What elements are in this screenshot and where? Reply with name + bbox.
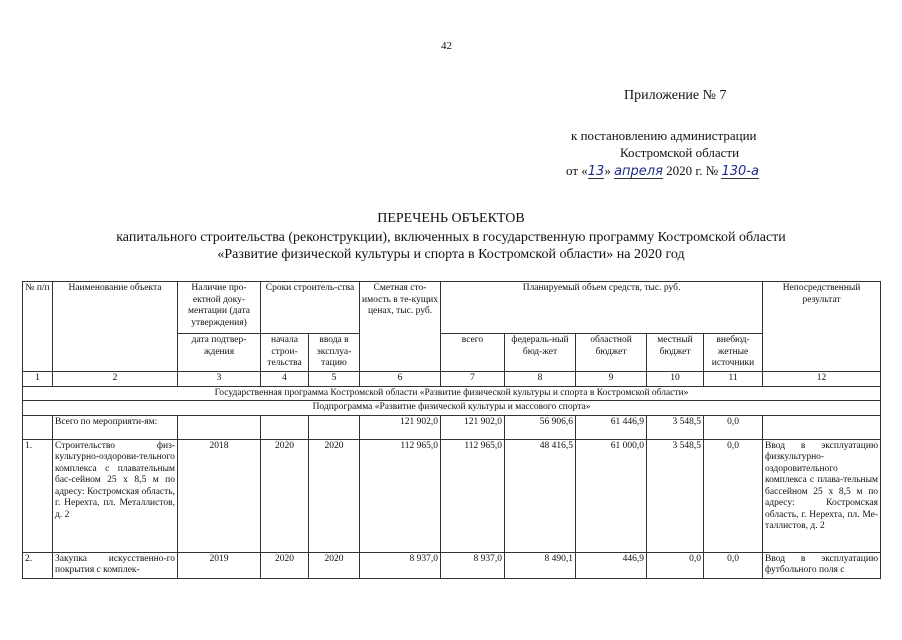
column-number: 4: [261, 372, 309, 387]
column-number: 8: [505, 372, 576, 387]
row-offbudget: 0,0: [704, 439, 763, 552]
date-prefix: от «: [566, 163, 588, 178]
table-row: [23, 439, 881, 552]
row-federal: 48 416,5: [505, 439, 576, 552]
total-start-cell: [261, 415, 309, 439]
total-docs-cell: [178, 415, 261, 439]
row-total: 8 937,0: [441, 552, 505, 578]
appendix-date-line: [566, 163, 759, 179]
header-total: всего: [441, 334, 505, 372]
header-commission: ввода в эксплуа-тацию: [309, 334, 360, 372]
total-federal: 56 906,6: [505, 415, 576, 439]
row-name: Строительство физ-культурно-оздорови-тельного комплекса с плавательным бас-сейном 25 х 8,5 м по адресу: Костромская область, г. Нерехта, пл. Металлистов, д. 2: [53, 439, 178, 552]
header-federal: федераль-ный бюд-жет: [505, 334, 576, 372]
objects-table: [22, 281, 881, 579]
row-result: Ввод в эксплуатацию футбольного поля с: [763, 552, 881, 578]
header-terms: Сроки строитель-ства: [261, 282, 360, 334]
row-start: 2020: [261, 552, 309, 578]
column-number: 5: [309, 372, 360, 387]
handwritten-month: апреля: [614, 164, 663, 179]
column-number: 3: [178, 372, 261, 387]
header-name: Наименование объекта: [53, 282, 178, 372]
row-local: 3 548,5: [647, 439, 704, 552]
program-row: [23, 386, 881, 401]
column-number: 11: [704, 372, 763, 387]
row-start: 2020: [261, 439, 309, 552]
header-num: № п/п: [23, 282, 53, 372]
total-cost: 121 902,0: [360, 415, 441, 439]
header-cost: Сметная сто-имость в те-кущих ценах, тыс. руб.: [360, 282, 441, 372]
header-local: местный бюджет: [647, 334, 704, 372]
total-num-cell: [23, 415, 53, 439]
total-row: [23, 415, 881, 439]
column-number: 7: [441, 372, 505, 387]
total-result-cell: [763, 415, 881, 439]
page-number: 42: [441, 40, 452, 52]
appendix-line-1: к постановлению администрации: [571, 128, 757, 143]
program-title: Государственная программа Костромской области «Развитие физической культуры и спорта в Костромской области»: [23, 386, 881, 401]
header-row-1: [23, 282, 881, 334]
row-commission: 2020: [309, 552, 360, 578]
handwritten-day: 13: [587, 164, 605, 179]
row-docs: 2019: [178, 552, 261, 578]
column-number: 2: [53, 372, 178, 387]
row-commission: 2020: [309, 439, 360, 552]
row-cost: 8 937,0: [360, 552, 441, 578]
total-local: 3 548,5: [647, 415, 704, 439]
header-result: Непосредственный результат: [763, 282, 881, 372]
row-num: 2.: [23, 552, 53, 578]
header-offbudget: внебюд-жетные источники: [704, 334, 763, 372]
column-number: 1: [23, 372, 53, 387]
row-cost: 112 965,0: [360, 439, 441, 552]
row-docs: 2018: [178, 439, 261, 552]
header-start: начала строи-тельства: [261, 334, 309, 372]
document-subtitle-1: капитального строительства (реконструкции), включенных в государственную программу Костромской области: [116, 230, 786, 245]
column-number: 6: [360, 372, 441, 387]
header-docs-sub: дата подтвер-ждения: [178, 334, 261, 372]
subprogram-title: Подпрограмма «Развитие физической культуры и массового спорта»: [23, 401, 881, 416]
column-number: 12: [763, 372, 881, 387]
row-result: Ввод в эксплуатацию физкультурно-оздоровительного комплекса с плава-тельным бассейном 25 х 8,5 м по адресу: Костромская область, г. Нерехта, пл. Ме-таллистов, д. 2: [763, 439, 881, 552]
appendix-title: Приложение № 7: [624, 88, 727, 103]
header-docs: Наличие про-ектной доку-ментации (дата утверждения): [178, 282, 261, 334]
table-row: [23, 552, 881, 578]
appendix-line-2: Костромской области: [620, 145, 740, 160]
document-title: ПЕРЕЧЕНЬ ОБЪЕКТОВ: [377, 211, 525, 226]
header-planned: Планируемый объем средств, тыс. руб.: [441, 282, 763, 334]
column-number-row: [23, 372, 881, 387]
row-num: 1.: [23, 439, 53, 552]
column-number: 10: [647, 372, 704, 387]
row-total: 112 965,0: [441, 439, 505, 552]
date-mid: »: [604, 163, 611, 178]
handwritten-number: 130-а: [721, 164, 759, 179]
row-regional: 61 000,0: [576, 439, 647, 552]
column-number: 9: [576, 372, 647, 387]
date-suffix: 2020 г. №: [662, 163, 722, 178]
total-total: 121 902,0: [441, 415, 505, 439]
total-regional: 61 446,9: [576, 415, 647, 439]
total-commission-cell: [309, 415, 360, 439]
header-regional: областной бюджет: [576, 334, 647, 372]
total-label: Всего по мероприяти-ям:: [53, 415, 178, 439]
row-name: Закупка искусственно-го покрытия с комплек-: [53, 552, 178, 578]
subprogram-row: [23, 401, 881, 416]
row-federal: 8 490,1: [505, 552, 576, 578]
document-subtitle-2: «Развитие физической культуры и спорта в Костромской области» на 2020 год: [217, 247, 685, 262]
row-local: 0,0: [647, 552, 704, 578]
row-regional: 446,9: [576, 552, 647, 578]
row-offbudget: 0,0: [704, 552, 763, 578]
total-offbudget: 0,0: [704, 415, 763, 439]
